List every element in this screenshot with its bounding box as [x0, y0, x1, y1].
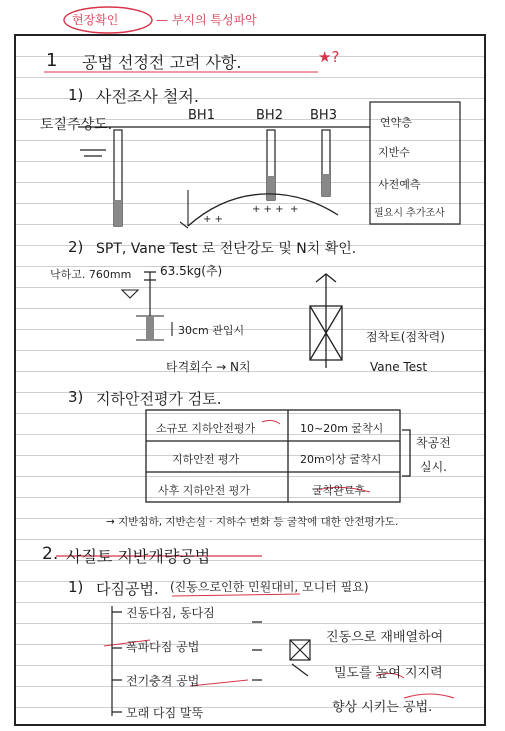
- method-4: 모래 다짐 말뚝: [126, 706, 204, 720]
- borehole-1: [114, 130, 122, 226]
- arrow-note: → 지반침하, 지반손실 · 지하수 변화 등 굴착에 대한 안전평가도.: [106, 516, 399, 528]
- bracket-note-1: 착공전: [416, 436, 451, 450]
- method-bracket: [112, 606, 122, 716]
- soil-label: 토질주상도.: [40, 117, 113, 133]
- shear-strength-note: 점착토(점착력): [366, 330, 445, 344]
- bh2-label: BH2: [256, 108, 283, 123]
- vane-label: Vane Test: [370, 360, 428, 374]
- section2-number: 2.: [42, 544, 59, 564]
- bracket-note-2: 실시.: [420, 460, 447, 474]
- s2-item1-title: 다짐공법.: [96, 580, 159, 598]
- hammer-weight: 63.5kg(추): [160, 264, 223, 278]
- section1-title: 공법 선정전 고려 사항.: [82, 53, 242, 72]
- method-3: 전기충격 공법: [126, 674, 200, 688]
- section1-number: 1: [46, 50, 58, 71]
- note-1: 연약층: [380, 116, 412, 129]
- table-r1-c2: 10~20m 굴착시: [300, 422, 384, 435]
- note-2: 지반수: [378, 146, 410, 159]
- method-2: 폭파다짐 공법: [126, 640, 200, 654]
- item3-title: 지하안전평가 검토.: [96, 390, 222, 408]
- item2-title: SPT, Vane Test 로 전단강도 및 N치 확인.: [96, 241, 357, 257]
- table-r3-c2: 굴착완료후: [312, 484, 366, 497]
- table-r1-c1: 소규모 지하안전평가: [156, 422, 256, 435]
- borehole-3: [322, 130, 330, 196]
- spt-rod: [144, 272, 156, 320]
- table-r2-c1: 지하안전 평가: [172, 453, 240, 466]
- s2-item1-note: (진동으로인한 민원대비, 모니터 필요): [170, 580, 369, 594]
- section1-question: ★?: [318, 48, 340, 66]
- svg-text:+ +: + +: [203, 214, 223, 225]
- bh1-label: BH1: [188, 108, 215, 123]
- description-2: 밀도를 높여 지지력: [334, 666, 443, 681]
- item1-number: 1): [68, 86, 84, 104]
- note-3: 사전예측: [378, 178, 421, 191]
- item3-number: 3): [68, 388, 84, 406]
- item2-number: 2): [68, 238, 84, 256]
- borehole-2: [267, 130, 275, 200]
- method-1: 진동다짐, 동다짐: [126, 606, 215, 620]
- description-1: 진동으로 재배열하여: [326, 630, 444, 645]
- description-3: 향상 시키는 공법.: [332, 700, 433, 715]
- compaction-icon: [290, 640, 310, 676]
- blow-count-note: 타격회수 → N치: [166, 360, 251, 374]
- item1-title: 사전조사 철저.: [96, 87, 199, 106]
- table-r2-c2: 20m이상 굴착시: [300, 453, 382, 466]
- vane-test-icon: [310, 274, 342, 368]
- section2-title: 사질토 지반개량공법: [66, 547, 211, 566]
- svg-text:+ + +: + + +: [252, 204, 284, 215]
- penetration-note: 30cm 관입시: [178, 324, 245, 337]
- bh3-label: BH3: [310, 108, 337, 123]
- note-4: 필요시 추가조사: [374, 208, 445, 219]
- header-circled: 현장확인: [72, 13, 119, 27]
- svg-text:+: +: [290, 204, 299, 215]
- s2-item1-number: 1): [68, 578, 84, 596]
- table-r3-c1: 사후 지하안전 평가: [158, 484, 251, 497]
- water-symbol: [80, 150, 106, 156]
- header-note: — 부지의 특성파악: [156, 13, 257, 27]
- drop-height: 낙하고. 760mm: [50, 268, 132, 281]
